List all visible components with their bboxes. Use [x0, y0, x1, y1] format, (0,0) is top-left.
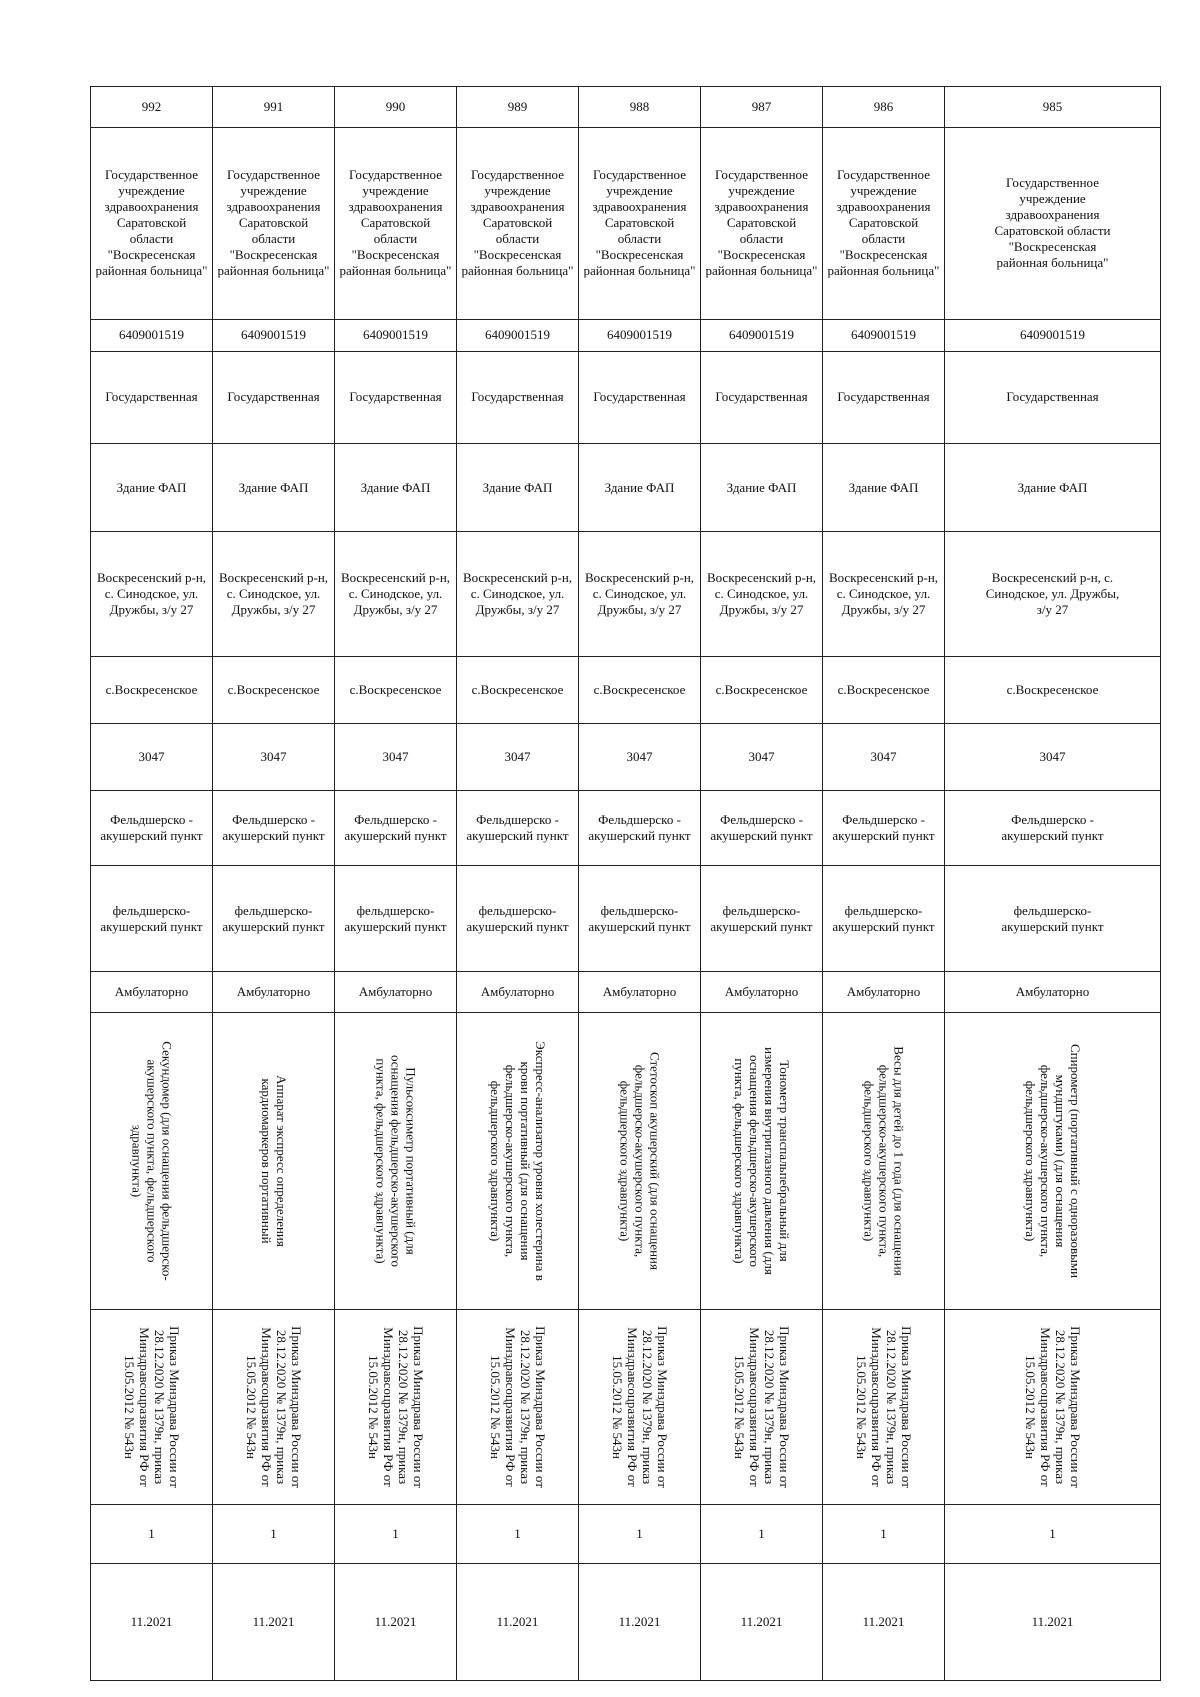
cell-address: Воскресенский р-н, с. Синодское, ул. Дружбы, з/у 27	[213, 531, 335, 656]
cell-unit: фельдшерско-акушерский пункт	[91, 865, 213, 972]
cell-date: 11.2021	[945, 1563, 1161, 1681]
row-unit	[91, 865, 1161, 972]
cell-record-number: 989	[457, 87, 579, 128]
cell-address: Воскресенский р-н, с. Синодское, ул. Дружбы, з/у 27	[335, 531, 457, 656]
cell-legal-basis: Приказ Минздрава России от 28.12.2020 № 1379н, приказ Минздравсоцразвития РФ от 15.05.2012 № 543н	[365, 1325, 426, 1488]
cell-organization: Государственное учреждение здравоохранения Саратовской области "Воскресенская районная больница"	[335, 127, 457, 319]
cell-quantity: 1	[945, 1504, 1161, 1563]
cell-building: Здание ФАП	[701, 444, 823, 531]
cell-inn: 6409001519	[579, 319, 701, 351]
cell-date: 11.2021	[823, 1563, 945, 1681]
cell-equipment-item: Экспресс-анализатор уровня холестерина в крови портативный (для оснащения фельдшерско-акушерского пункта, фельдшерского здравпункта)	[487, 1040, 548, 1281]
cell-settlement: с.Воскресенское	[213, 656, 335, 723]
cell-equipment-item: Пульсоксиметр портативный (для оснащения фельдшерско-акушерского пункта, фельдшерского здравпункта)	[373, 1054, 418, 1267]
cell-settlement: с.Воскресенское	[457, 656, 579, 723]
cell-legal-basis: Приказ Минздрава России от 28.12.2020 № 1379н, приказ Минздравсоцразвития РФ от 15.05.2012 № 543н	[731, 1325, 792, 1488]
cell-quantity: 1	[579, 1504, 701, 1563]
row-legal-basis	[91, 1309, 1161, 1504]
cell-address: Воскресенский р-н, с. Синодское, ул. Дружбы, з/у 27	[579, 531, 701, 656]
equipment-table	[90, 86, 1161, 1681]
cell-equipment-item: Аппарат экспресс определения кардиомаркеров портативный	[258, 1074, 289, 1247]
cell-quantity: 1	[91, 1504, 213, 1563]
cell-equipment-item: Секундомер (для оснащения фельдшерско-акушерского пункта, фельдшерского здравпункта)	[129, 1041, 174, 1281]
cell-unit-type: Фельдшерско - акушерский пункт	[335, 791, 457, 866]
cell-settlement: с.Воскресенское	[579, 656, 701, 723]
cell-organization: Государственное учреждение здравоохранения Саратовской области "Воскресенская районная больница"	[945, 127, 1161, 319]
cell-inn: 6409001519	[945, 319, 1161, 351]
cell-record-number: 986	[823, 87, 945, 128]
cell-date: 11.2021	[701, 1563, 823, 1681]
cell-legal-basis: Приказ Минздрава России от 28.12.2020 № 1379н, приказ Минздравсоцразвития РФ от 15.05.2012 № 543н	[853, 1325, 914, 1488]
cell-unit: фельдшерско-акушерский пункт	[457, 865, 579, 972]
cell-equipment-item: Тонометр транспальпебральный для измерения внутриглазного давления (для оснащения фельдшерско-акушерского пункта, фельдшерского здравпункта)	[731, 1046, 792, 1275]
cell-unit: фельдшерско-акушерский пункт	[579, 865, 701, 972]
cell-address: Воскресенский р-н, с. Синодское, ул. Дружбы, з/у 27	[945, 531, 1161, 656]
cell-date: 11.2021	[579, 1563, 701, 1681]
cell-ownership: Государственная	[457, 351, 579, 444]
cell-record-number: 990	[335, 87, 457, 128]
cell-date: 11.2021	[213, 1563, 335, 1681]
row-code	[91, 723, 1161, 790]
cell-ownership: Государственная	[701, 351, 823, 444]
cell-record-number: 985	[945, 87, 1161, 128]
cell-ownership: Государственная	[579, 351, 701, 444]
cell-quantity: 1	[823, 1504, 945, 1563]
cell-inn: 6409001519	[335, 319, 457, 351]
cell-unit-type: Фельдшерско - акушерский пункт	[457, 791, 579, 866]
row-inn	[91, 319, 1161, 351]
row-building	[91, 444, 1161, 531]
cell-care-form: Амбулаторно	[945, 972, 1161, 1013]
cell-organization: Государственное учреждение здравоохранения Саратовской области "Воскресенская районная больница"	[579, 127, 701, 319]
cell-inn: 6409001519	[457, 319, 579, 351]
cell-address: Воскресенский р-н, с. Синодское, ул. Дружбы, з/у 27	[91, 531, 213, 656]
cell-code: 3047	[213, 723, 335, 790]
cell-organization: Государственное учреждение здравоохранения Саратовской области "Воскресенская районная больница"	[457, 127, 579, 319]
cell-building: Здание ФАП	[823, 444, 945, 531]
cell-equipment-item: Стетоскоп акушерский (для оснащения фельдшерско-акушерского пункта, фельдшерского здравпункта)	[617, 1051, 662, 1270]
cell-organization: Государственное учреждение здравоохранения Саратовской области "Воскресенская районная больница"	[823, 127, 945, 319]
cell-quantity: 1	[701, 1504, 823, 1563]
cell-code: 3047	[945, 723, 1161, 790]
cell-inn: 6409001519	[213, 319, 335, 351]
cell-care-form: Амбулаторно	[457, 972, 579, 1013]
cell-unit: фельдшерско-акушерский пункт	[701, 865, 823, 972]
cell-building: Здание ФАП	[945, 444, 1161, 531]
cell-care-form: Амбулаторно	[213, 972, 335, 1013]
cell-unit: фельдшерско-акушерский пункт	[213, 865, 335, 972]
cell-unit: фельдшерско-акушерский пункт	[945, 865, 1161, 972]
cell-ownership: Государственная	[213, 351, 335, 444]
row-equipment-item	[91, 1013, 1161, 1310]
cell-settlement: с.Воскресенское	[335, 656, 457, 723]
cell-quantity: 1	[213, 1504, 335, 1563]
cell-legal-basis: Приказ Минздрава России от 28.12.2020 № 1379н, приказ Минздравсоцразвития РФ от 15.05.2012 № 543н	[1022, 1325, 1083, 1488]
row-organization	[91, 127, 1161, 319]
cell-ownership: Государственная	[945, 351, 1161, 444]
row-settlement	[91, 656, 1161, 723]
cell-care-form: Амбулаторно	[91, 972, 213, 1013]
cell-address: Воскресенский р-н, с. Синодское, ул. Дружбы, з/у 27	[457, 531, 579, 656]
cell-address: Воскресенский р-н, с. Синодское, ул. Дружбы, з/у 27	[701, 531, 823, 656]
cell-legal-basis: Приказ Минздрава России от 28.12.2020 № 1379н, приказ Минздравсоцразвития РФ от 15.05.2012 № 543н	[121, 1325, 182, 1488]
cell-unit-type: Фельдшерско - акушерский пункт	[213, 791, 335, 866]
row-record-number	[91, 87, 1161, 128]
cell-date: 11.2021	[335, 1563, 457, 1681]
cell-settlement: с.Воскресенское	[945, 656, 1161, 723]
cell-record-number: 991	[213, 87, 335, 128]
cell-unit-type: Фельдшерско - акушерский пункт	[701, 791, 823, 866]
cell-unit-type: Фельдшерско - акушерский пункт	[945, 791, 1161, 866]
cell-organization: Государственное учреждение здравоохранения Саратовской области "Воскресенская районная больница"	[701, 127, 823, 319]
cell-code: 3047	[335, 723, 457, 790]
cell-organization: Государственное учреждение здравоохранения Саратовской области "Воскресенская районная больница"	[213, 127, 335, 319]
cell-code: 3047	[91, 723, 213, 790]
cell-building: Здание ФАП	[91, 444, 213, 531]
cell-settlement: с.Воскресенское	[91, 656, 213, 723]
cell-date: 11.2021	[457, 1563, 579, 1681]
cell-code: 3047	[701, 723, 823, 790]
cell-equipment-item: Весы для детей до 1 года (для оснащения фельдшерско-акушерского пункта, фельдшерского здравпункта)	[861, 1046, 906, 1276]
cell-inn: 6409001519	[91, 319, 213, 351]
cell-legal-basis: Приказ Минздрава России от 28.12.2020 № 1379н, приказ Минздравсоцразвития РФ от 15.05.2012 № 543н	[243, 1325, 304, 1488]
cell-ownership: Государственная	[823, 351, 945, 444]
cell-address: Воскресенский р-н, с. Синодское, ул. Дружбы, з/у 27	[823, 531, 945, 656]
cell-settlement: с.Воскресенское	[823, 656, 945, 723]
cell-inn: 6409001519	[823, 319, 945, 351]
cell-building: Здание ФАП	[579, 444, 701, 531]
cell-organization: Государственное учреждение здравоохранения Саратовской области "Воскресенская районная больница"	[91, 127, 213, 319]
row-unit-type	[91, 791, 1161, 866]
cell-equipment-item: Спирометр (портативный с одноразовыми мундштуками) (для оснащения фельдшерско-акушерского пункта, фельдшерского здравпункта)	[1022, 1043, 1083, 1278]
cell-ownership: Государственная	[335, 351, 457, 444]
cell-unit-type: Фельдшерско - акушерский пункт	[91, 791, 213, 866]
registry-sheet	[90, 86, 1160, 1681]
row-quantity	[91, 1504, 1161, 1563]
cell-settlement: с.Воскресенское	[701, 656, 823, 723]
cell-ownership: Государственная	[91, 351, 213, 444]
cell-unit: фельдшерско-акушерский пункт	[335, 865, 457, 972]
cell-quantity: 1	[457, 1504, 579, 1563]
cell-legal-basis: Приказ Минздрава России от 28.12.2020 № 1379н, приказ Минздравсоцразвития РФ от 15.05.2012 № 543н	[609, 1325, 670, 1488]
cell-record-number: 988	[579, 87, 701, 128]
cell-date: 11.2021	[91, 1563, 213, 1681]
cell-building: Здание ФАП	[457, 444, 579, 531]
cell-care-form: Амбулаторно	[579, 972, 701, 1013]
row-care-form	[91, 972, 1161, 1013]
cell-care-form: Амбулаторно	[335, 972, 457, 1013]
cell-building: Здание ФАП	[335, 444, 457, 531]
cell-unit-type: Фельдшерско - акушерский пункт	[823, 791, 945, 866]
cell-legal-basis: Приказ Минздрава России от 28.12.2020 № 1379н, приказ Минздравсоцразвития РФ от 15.05.2012 № 543н	[487, 1325, 548, 1488]
cell-care-form: Амбулаторно	[701, 972, 823, 1013]
cell-quantity: 1	[335, 1504, 457, 1563]
cell-code: 3047	[823, 723, 945, 790]
cell-code: 3047	[579, 723, 701, 790]
cell-unit-type: Фельдшерско - акушерский пункт	[579, 791, 701, 866]
cell-record-number: 987	[701, 87, 823, 128]
cell-record-number: 992	[91, 87, 213, 128]
row-address	[91, 531, 1161, 656]
row-date	[91, 1563, 1161, 1681]
cell-unit: фельдшерско-акушерский пункт	[823, 865, 945, 972]
cell-care-form: Амбулаторно	[823, 972, 945, 1013]
cell-code: 3047	[457, 723, 579, 790]
row-ownership	[91, 351, 1161, 444]
cell-building: Здание ФАП	[213, 444, 335, 531]
cell-inn: 6409001519	[701, 319, 823, 351]
